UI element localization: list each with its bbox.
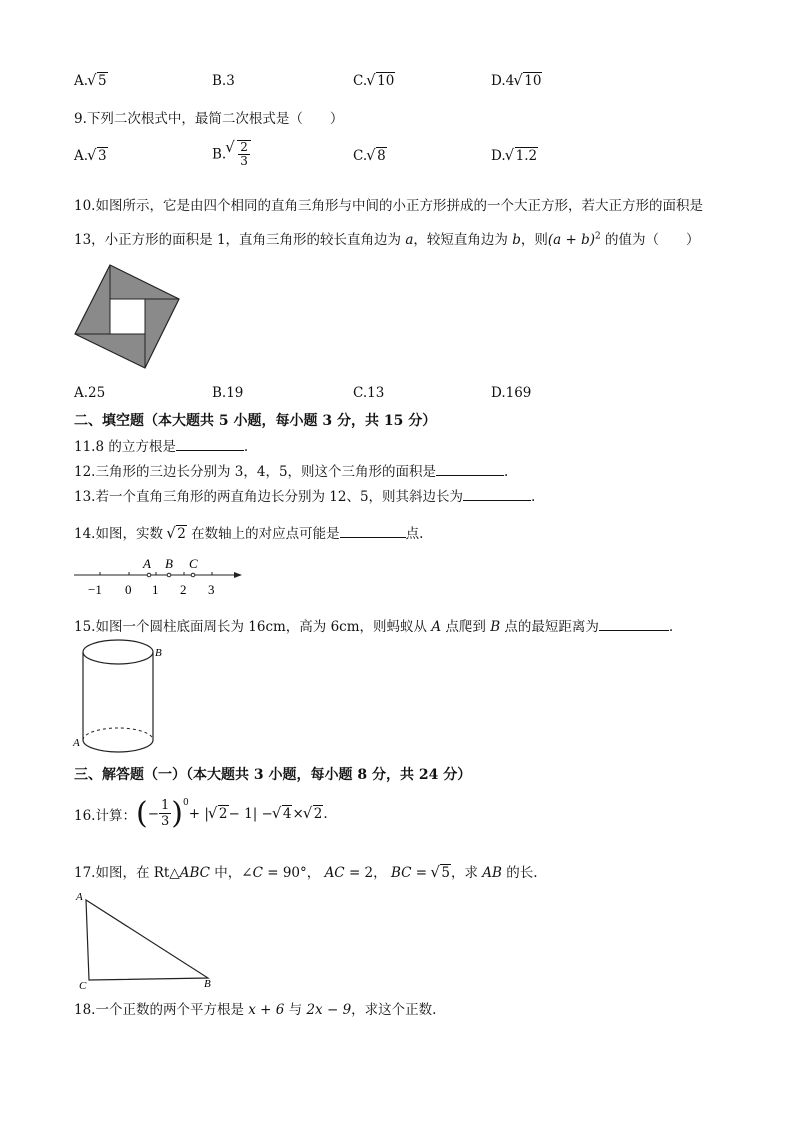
pinwheel-square-figure	[72, 262, 184, 374]
cylinder-bottom-front	[83, 740, 153, 752]
label-b: B	[155, 647, 162, 659]
label-a: A	[76, 891, 83, 903]
q13: 13.若一个直角三角形的两直角边长分别为 12、5，则其斜边长为 .	[74, 485, 535, 505]
section3-heading: 三、解答题（一）（本大题共 3 小题，每小题 8 分，共 24 分）	[74, 767, 472, 783]
cylinder-top	[83, 640, 153, 664]
q8-option-c: C.√ 10	[353, 73, 395, 89]
label-c: C	[79, 980, 87, 992]
q9-option-d: D.√ 1.2	[491, 148, 538, 164]
cylinder-bottom-back	[83, 728, 153, 740]
q9-stem: 9.下列二次根式中，最简二次根式是（ ）	[74, 111, 344, 127]
small-square	[110, 299, 145, 334]
q8-option-d: D.4√ 10	[491, 73, 542, 89]
q17: 17.如图，在 Rt△ABC 中，∠C = 90°， AC = 2， BC = √ 5，求 AB 的长.	[74, 861, 538, 881]
point-a	[147, 573, 151, 577]
label-b: B	[204, 978, 211, 990]
q14: 14.如图，实数 √ 2 在数轴上的对应点可能是 点.	[74, 522, 423, 542]
q9-option-c: C.√ 8	[353, 148, 387, 164]
q10-option-c: C.13	[353, 385, 385, 401]
point-label-a: A	[143, 556, 151, 571]
tick-label: 3	[208, 582, 215, 597]
tick-label: −1	[88, 582, 102, 597]
q10-option-d: D.169	[491, 385, 532, 401]
q9-option-a: A.√ 3	[74, 148, 108, 164]
number-line	[72, 552, 252, 598]
q10-option-b: B.19	[212, 385, 244, 401]
cylinder-figure	[72, 636, 168, 758]
section2-heading: 二、填空题（本大题共 5 小题，每小题 3 分，共 15 分）	[74, 413, 437, 429]
triangle-abc	[86, 900, 208, 980]
tick-label: 2	[180, 582, 187, 597]
q10-line2: 13，小正方形的面积是 1，直角三角形的较长直角边为 a，较短直角边为 b，则$(a + b)^2$ 的值为（ ）	[74, 231, 700, 248]
tick-label: 0	[125, 582, 132, 597]
point-label-c: C	[189, 556, 198, 571]
q11: 11.8 的立方根是 .	[74, 435, 248, 455]
point-c	[191, 573, 195, 577]
q10-option-a: A.25	[74, 385, 106, 401]
point-label-b: B	[165, 556, 173, 571]
tick-label: 1	[152, 582, 159, 597]
q15: 15.如图一个圆柱底面周长为 16cm，高为 6cm，则蚂蚁从 A 点爬到 B 点的最短距离为 .	[74, 615, 673, 635]
point-b	[167, 573, 171, 577]
q10-line1: 10.如图所示，它是由四个相同的直角三角形与中间的小正方形拼成的一个大正方形，若大正方形的面积是	[74, 198, 703, 214]
q18: 18.一个正数的两个平方根是 x + 6 与 2x − 9，求这个正数.	[74, 1002, 437, 1018]
q8-option-b: B.3	[212, 73, 235, 89]
q12: 12.三角形的三边长分别为 3，4，5，则这个三角形的面积是 .	[74, 460, 508, 480]
q9-option-b: B. √ $\frac{2}{3}$	[212, 140, 251, 168]
q8-option-a: A.√ 5	[74, 73, 108, 89]
triangle-figure	[72, 888, 222, 992]
q16: 16.计算： ( − $\frac{1}{3}$ ) $^0$ + | √ 2 − 1| − √ 4 × √ 2 .	[74, 798, 328, 829]
label-a: A	[73, 737, 80, 749]
arrow-right-icon	[234, 572, 242, 578]
